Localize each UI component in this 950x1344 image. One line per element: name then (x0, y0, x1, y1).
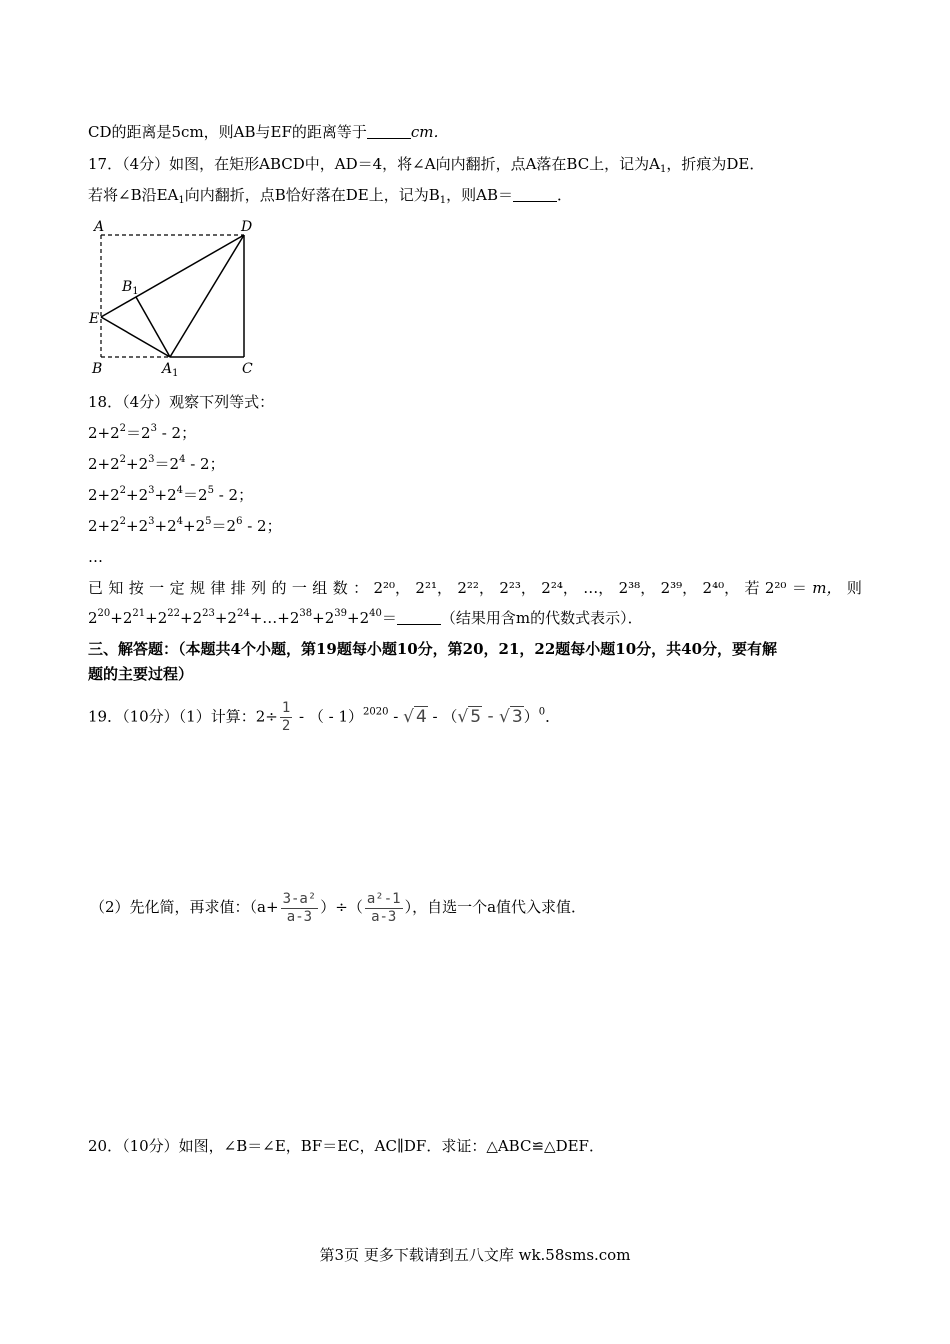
sqrt-5: √ 5 (457, 706, 482, 727)
q18-sum: $2^{20}+2^{21}+2^{22}+2^{23}+2^{24}+\dots+2^{38}+2^{39}+2^{40}=$ （结果用含m的代数式表示）． (88, 608, 643, 627)
q18-dots: … (88, 548, 103, 566)
sqrt-4: √ 4 (403, 706, 427, 727)
label-d: D (241, 219, 253, 235)
label-a1: $A_1$ (162, 361, 179, 379)
rectangle-fold-figure (86, 215, 266, 380)
q19-part1: 19．（10分）（1）计算：2÷ $\frac{1}{2}$ - （ - 1）$^{2020}$ - √ 4 - （√ 5 - √ 3）$^0$． (88, 700, 561, 734)
q19-part2: （2）先化简，再求值：（a+ $\frac{\text{3-a²}}{a-3}$ ）÷（ $\frac{\text{a²-1}}{a-3}$ ），自选一个a值代入求值． (90, 890, 587, 925)
answer-blank (367, 124, 411, 139)
line-cd-distance (88, 122, 449, 142)
label-a: A (94, 219, 105, 235)
label-e: E (89, 311, 100, 327)
fraction-3-minus-a2: $\frac{\text{3-a²}}{a-3}$ (282, 890, 317, 925)
label-c: C (242, 361, 253, 377)
fraction-one-half: $\frac{1}{2}$ (281, 700, 291, 734)
q18-known-sequence: 已 知 按 一 定 规 律 排 列 的 一 组 数 ： 2²⁰， 2²¹， 2²²， 2²³， 2²⁴， …， 2³⁸， 2³⁹， 2⁴⁰， 若 2²⁰ ＝ m， 则 (88, 579, 862, 597)
q18-eq3: $2+2^2+2^3+2^4=2^5 - 2$； (88, 485, 254, 504)
q18-eq2: $2+2^2+2^3=2^4 - 2$； (88, 454, 225, 473)
q20-text: 20．（10分）如图，∠B＝∠E，BF＝EC，AC∥DF．求证：△ABC≌△DEF． (88, 1137, 604, 1155)
sqrt-3: √ 3 (499, 706, 523, 727)
q17-line1: 17．（4分）如图，在矩形ABCD中，AD＝4，将∠A向内翻折，点A落在BC上，记为$A_1$，折痕为DE． (88, 155, 765, 175)
q17-line2: 若将∠B沿$EA_1$向内翻折，点B恰好落在DE上，记为$B_1$，则AB＝ ． (88, 186, 573, 206)
section-3-heading-cont: 题的主要过程） (88, 665, 194, 683)
section-3-heading: 三、解答题：（本题共4个小题，第19题每小题10分，第20，21，22题每小题10分，共40分，要有解 (88, 640, 778, 658)
fraction-a2-minus-1: $\frac{\text{a²-1}}{a-3}$ (366, 890, 401, 925)
unit-cm: cm． (410, 123, 449, 141)
q18-head: 18．（4分）观察下列等式： (88, 393, 275, 411)
fold-de (101, 235, 244, 317)
q18-eq1: $2+2^2=2^3 - 2$； (88, 423, 197, 442)
segment-ea1 (101, 317, 170, 357)
page-footer: 第3页 更多下载请到五八文库 wk.58sms.com (319, 1246, 631, 1264)
label-b1: $B_1$ (122, 279, 139, 297)
label-b: B (92, 361, 103, 377)
q18-eq4: $2+2^2+2^3+2^4+2^5=2^6 - 2$； (88, 516, 282, 535)
q18-answer-blank (397, 610, 441, 625)
q17-tail: ，折痕为DE． (666, 155, 765, 173)
segment-a1d (170, 235, 244, 357)
q17-head: 17．（4分）如图，在矩形ABCD中，AD＝4，将∠A向内翻折，点A落在BC上，记为A (88, 155, 661, 173)
line-cd-text: CD的距离是5cm，则AB与EF的距离等于 (88, 123, 367, 141)
q17-answer-blank (513, 187, 557, 202)
